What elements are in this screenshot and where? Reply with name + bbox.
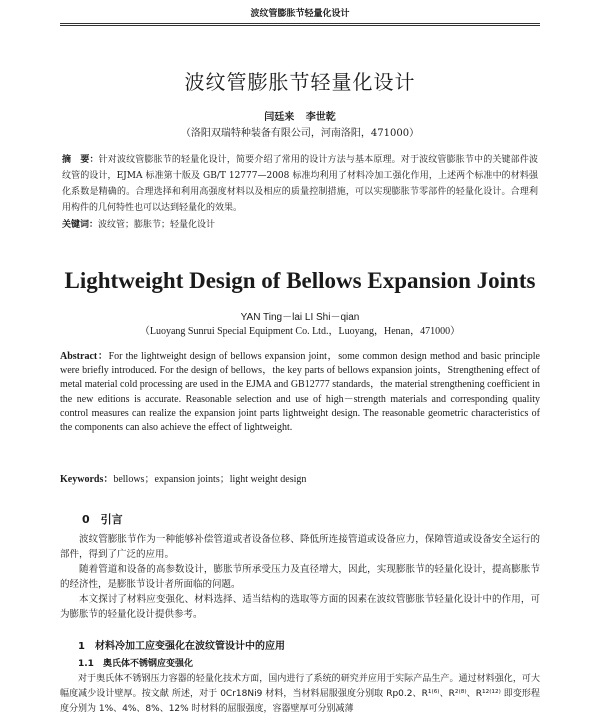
running-head: 波纹管膨胀节轻量化设计	[60, 6, 540, 24]
paragraph: 随着管道和设备的高参数设计，膨胀节所承受压力及直径增大，因此，实现膨胀节的轻量化设计，提高膨胀节的经济性，是膨胀节设计者所面临的问题。	[60, 564, 540, 590]
section-1-heading: 1 材料冷加工应变强化在波纹管设计中的应用	[78, 641, 285, 652]
paragraph: 本文探讨了材料应变强化、材料选择、适当结构的选取等方面的因素在波纹管膨胀节轻量化设计中的作用，可为膨胀节的轻量化设计提供参考。	[60, 594, 540, 620]
section-1-1-heading: 1.1 奥氏体不锈钢应变强化	[78, 659, 193, 669]
chinese-authors: 闫廷来 李世乾	[264, 112, 336, 123]
english-title: Lightweight Design of Bellows Expansion Joints	[64, 268, 536, 293]
english-keywords-label: Keywords：	[60, 474, 114, 485]
section-0-heading: 0 引言	[82, 513, 123, 526]
section-0-body	[60, 532, 540, 622]
english-affiliation: （Luoyang Sunrui Special Equipment Co. Ltd.，Luoyang，Henan，471000）	[139, 326, 461, 337]
english-authors: YAN Ting－lai LI Shi－qian	[240, 312, 360, 323]
english-abstract-label: Abstract：	[60, 351, 109, 362]
chinese-abstract	[62, 152, 538, 216]
english-abstract-text: For the lightweight design of bellows expansion joint，some common design method and basic principle were briefly introduced. For the design of bellows，the key parts of bellows expansion joints，Strengthening effect of metal material cold processing are used in the EJMA and GB12777 standards，the material strengthening coefficient in the new editions is accurate. Reasonable selection and use of high－strength materials and corresponding quality control measures can realize the expansion joint parts lightweight design. The reasonable geometric characteristics of the components can also achieve the effect of lightweight.	[60, 351, 540, 434]
paragraph: 对于奥氏体不锈钢压力容器的轻量化技术方面，国内进行了系统的研究并应用于实际产品生产。通过材料强化，可大幅度减少设计壁厚。按文献 所述，对于 0Cr18Ni9 材料，当材料屈服强度分别取 Rp0.2、R¹⁽⁶⁾、R²⁽⁸⁾、R¹²⁽¹²⁾ 即变形程度分别为 1%、4%、8%、12% 时材料的屈服强度，容器壁厚可分别减薄	[60, 674, 540, 714]
chinese-keywords-label: 关键词：	[62, 220, 99, 230]
chinese-abstract-label: 摘 要：	[62, 155, 99, 165]
chinese-affiliation: （洛阳双瑞特种装备有限公司，河南洛阳，471000）	[180, 128, 420, 139]
chinese-keywords-text: 波纹管；膨胀节；轻量化设计	[98, 220, 216, 230]
section-1-1-body	[60, 672, 540, 717]
chinese-keywords	[62, 218, 538, 232]
paragraph: 波纹管膨胀节作为一种能够补偿管道或者设备位移、降低所连接管道或设备应力，保障管道或设备安全运行的部件，得到了广泛的应用。	[60, 534, 540, 560]
chinese-title: 波纹管膨胀节轻量化设计	[184, 70, 416, 94]
chinese-abstract-text: 针对波纹管膨胀节的轻量化设计，简要介绍了常用的设计方法与基本原理。对于波纹管膨胀节中的关键部件波纹管的设计，EJMA 标准第十版及 GB/T 12777—2008 标准均利用了材料冷加工强化作用，上述两个标准中的材料强化系数是精确的。合理选择和利用高强度材料以及相应的质量控制措施，可以实现膨胀节零部件的轻量化设计。合理利用构件的几何特性也可以达到轻量化的效果。	[62, 155, 538, 213]
english-keywords-text: bellows；expansion joints；light weight design	[113, 474, 307, 485]
english-keywords	[60, 470, 540, 485]
english-abstract	[60, 350, 540, 435]
